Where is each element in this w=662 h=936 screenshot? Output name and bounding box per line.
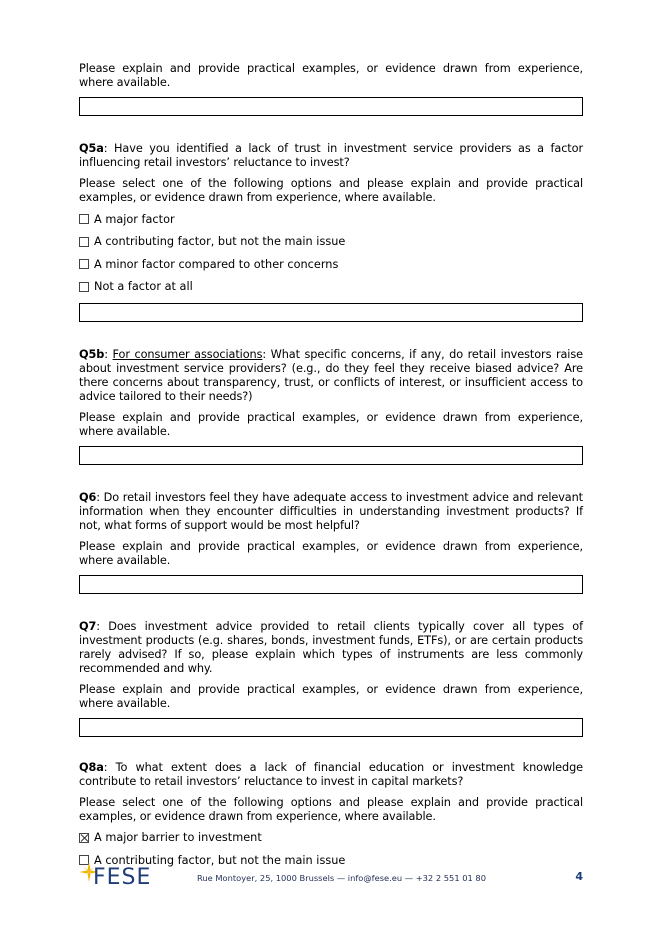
answer-box-intro[interactable]: [79, 97, 583, 116]
q5a-instruction: Please select one of the following options and please explain and provide practical examples, or evidence drawn from experience, where available.: [79, 177, 583, 204]
q8a-option-0[interactable]: [79, 831, 583, 845]
answer-box-q7[interactable]: [79, 718, 583, 737]
option-label: A major barrier to investment: [94, 831, 262, 844]
question-text: : Does investment advice provided to retail clients typically cover all types of investment products (e.g. shares, bonds, investment funds, ETFs), or are certain products rarely advised? If so, please explain which types of instruments are less commonly recommended and why.: [79, 619, 583, 675]
q5a-option-0[interactable]: [79, 212, 583, 226]
q5a-option-3[interactable]: [79, 280, 583, 294]
checkbox-icon[interactable]: [79, 282, 89, 292]
logo-text: FESE: [93, 865, 152, 890]
question-text: : Do retail investors feel they have adequate access to investment advice and relevant information when they encounter difficulties in understanding investment products? If not, what forms of support would be most helpful?: [79, 490, 583, 532]
option-label: Not a factor at all: [94, 280, 193, 293]
answer-box-q6[interactable]: [79, 575, 583, 594]
option-label: A minor factor compared to other concerns: [94, 257, 339, 271]
q6-explain-text: Please explain and provide practical examples, or evidence drawn from experience, where available.: [79, 539, 583, 567]
question-text: : Have you identified a lack of trust in investment service providers as a factor influencing retail investors’ reluctance to invest?: [79, 142, 583, 169]
question-label: Q5a: [79, 142, 104, 155]
page-content: [79, 62, 583, 876]
q5b-explain-text: Please explain and provide practical examples, or evidence drawn from experience, where available.: [79, 410, 583, 438]
question-q8a: [79, 761, 583, 789]
answer-box-q5b[interactable]: [79, 446, 583, 465]
question-q7: [79, 620, 583, 676]
fese-logo: [79, 862, 161, 892]
question-label: Q7: [79, 619, 97, 633]
question-label: Q8a: [79, 760, 104, 774]
option-label: A major factor: [94, 212, 175, 226]
q7-explain-text: Please explain and provide practical examples, or evidence drawn from experience, where available.: [79, 682, 583, 710]
question-text: : What specific concerns, if any, do retail investors raise about investment service providers? (e.g., do they feel they receive biased advice? Are there concerns about transparency, trust, or conflicts of interest, or insufficient access to advice tailored to their needs?): [79, 347, 583, 403]
q5a-option-1[interactable]: [79, 235, 583, 249]
footer-address: Rue Montoyer, 25, 1000 Brussels — info@fese.eu — +32 2 551 01 80: [197, 873, 486, 883]
checkbox-icon[interactable]: [79, 214, 89, 224]
intro-explain-text: Please explain and provide practical examples, or evidence drawn from experience, where available.: [79, 62, 583, 89]
q8a-instruction: Please select one of the following options and please explain and provide practical examples, or evidence drawn from experience, where available.: [79, 795, 583, 823]
q5a-option-2[interactable]: [79, 257, 583, 271]
option-label: A contributing factor, but not the main issue: [94, 853, 346, 867]
checkbox-icon[interactable]: [79, 237, 89, 247]
page-footer: [79, 862, 583, 894]
checkbox-icon[interactable]: [79, 259, 89, 269]
question-q5b: Q5b: For consumer associations: What specific concerns, if any, do retail investors raise about investment service providers? (e.g., do they feel they receive biased advice? Are there concerns about transparency, trust, or conflicts of interest, or insufficient access to advice tailored to their needs?): [79, 347, 583, 403]
question-audience: For consumer associations: [112, 347, 263, 361]
answer-box-q5a[interactable]: [79, 303, 583, 322]
question-label: Q5b: [79, 347, 105, 361]
page-number: 4: [575, 870, 583, 883]
question-text: : To what extent does a lack of financial education or investment knowledge contribute to retail investors’ reluctance to invest in capital markets?: [79, 760, 583, 788]
question-q6: [79, 491, 583, 533]
question-q5a: [79, 142, 583, 170]
option-label: A contributing factor, but not the main issue: [94, 235, 346, 248]
checked-checkbox-icon[interactable]: [79, 833, 89, 843]
question-label: Q6: [79, 490, 97, 504]
